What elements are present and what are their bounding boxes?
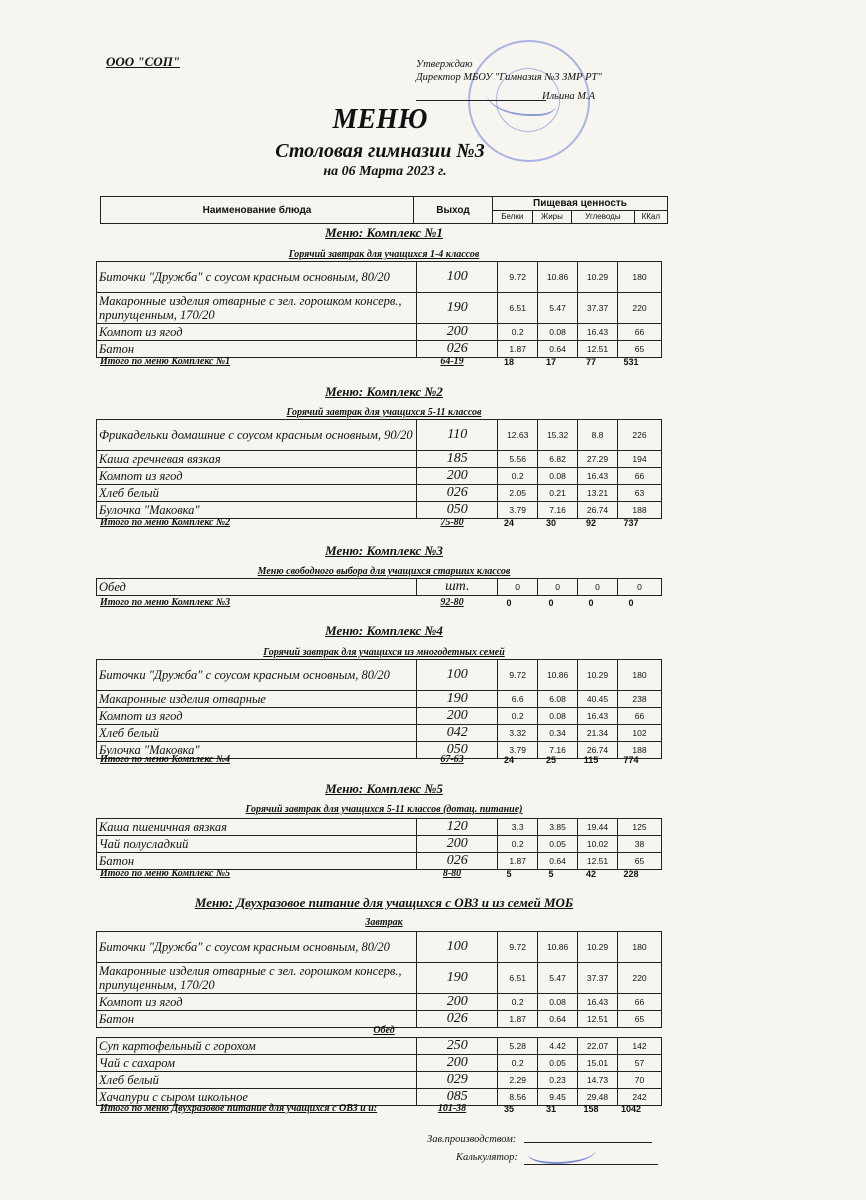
protein-value: 1.87 — [498, 341, 538, 358]
kcal-value: 180 — [617, 932, 661, 963]
fat-value: 6.82 — [538, 451, 578, 468]
section-subtitle: Горячий завтрак для учащихся 5-11 классов — [286, 407, 482, 418]
dish-name: Батон — [97, 1011, 417, 1028]
column-protein: Белки — [493, 210, 533, 224]
calculator-signature-line — [524, 1164, 658, 1165]
column-kcal: ККал — [634, 210, 667, 224]
table-row — [97, 660, 662, 691]
production-manager-label: Зав.производством: — [427, 1134, 517, 1145]
total-kcal: 531 — [623, 357, 639, 367]
calculator-label: Калькулятор: — [456, 1152, 518, 1163]
dish-name: Суп картофельный с горохом — [97, 1038, 417, 1055]
total-output: 101-38 — [437, 1103, 467, 1114]
dish-name: Макаронные изделия отварные с зел. горошком консерв., припущенным, 170/20 — [97, 963, 417, 994]
fat-value: 4.42 — [538, 1038, 578, 1055]
fat-value: 0 — [538, 579, 578, 596]
dish-name: Макаронные изделия отварные — [97, 691, 417, 708]
dish-name: Батон — [97, 341, 417, 358]
protein-value: 6.6 — [498, 691, 538, 708]
approve-word: Утверждаю — [416, 59, 473, 70]
carbs-value: 10.29 — [578, 262, 618, 293]
kcal-value: 220 — [617, 293, 661, 324]
fat-value: 0.08 — [538, 468, 578, 485]
dish-name: Чай полусладкий — [97, 836, 417, 853]
director-name: Ильина М.А — [542, 91, 596, 102]
total-fat: 5 — [548, 869, 554, 879]
kcal-value: 66 — [617, 708, 661, 725]
dish-output: 110 — [417, 420, 498, 451]
protein-value: 12.63 — [498, 420, 538, 451]
total-output: 67-63 — [440, 754, 464, 765]
column-carbs: Углеводы — [572, 210, 635, 224]
menu-table — [96, 419, 662, 519]
section-title: Меню: Комплекс №1 — [325, 225, 443, 240]
approve-position: Директор МБОУ "Гимназия №3 ЗМР РТ" — [416, 72, 602, 83]
dish-name: Хачапури с сыром школьное — [97, 1089, 417, 1106]
protein-value: 9.72 — [498, 660, 538, 691]
menu-table — [96, 659, 662, 759]
protein-value: 2.29 — [498, 1072, 538, 1089]
kcal-value: 220 — [617, 963, 661, 994]
total-protein: 5 — [506, 869, 512, 879]
dish-name: Компот из ягод — [97, 994, 417, 1011]
total-kcal: 228 — [623, 869, 639, 879]
kcal-value: 242 — [617, 1089, 661, 1106]
kcal-value: 125 — [617, 819, 661, 836]
total-label: Итого по меню Комплекс №5 — [100, 868, 231, 879]
table-row — [97, 451, 662, 468]
fat-value: 5.47 — [538, 293, 578, 324]
protein-value: 0 — [498, 579, 538, 596]
carbs-value: 16.43 — [578, 468, 618, 485]
total-label: Итого по меню Комплекс №3 — [100, 597, 231, 608]
dish-output: 100 — [417, 932, 498, 963]
section-title: Меню: Комплекс №4 — [325, 623, 443, 638]
carbs-value: 19.44 — [578, 819, 618, 836]
total-carbs: 42 — [585, 869, 596, 879]
total-protein: 18 — [503, 357, 514, 367]
table-row — [97, 293, 662, 324]
carbs-value: 12.51 — [578, 853, 618, 870]
fat-value: 10.86 — [538, 660, 578, 691]
kcal-value: 65 — [617, 341, 661, 358]
column-dish: Наименование блюда — [101, 197, 414, 224]
section-subtitle: Горячий завтрак для учащихся 5-11 классов (дотац. питание) — [245, 804, 523, 815]
table-row — [97, 691, 662, 708]
dish-name: Батон — [97, 853, 417, 870]
protein-value: 6.51 — [498, 963, 538, 994]
fat-value: 0.64 — [538, 853, 578, 870]
total-label: Итого по меню Комплекс №4 — [100, 754, 231, 765]
dish-output: 026 — [417, 341, 498, 358]
table-row — [97, 932, 662, 963]
carbs-value: 22.07 — [578, 1038, 618, 1055]
section-title: Меню: Комплекс №5 — [325, 781, 443, 796]
fat-value: 10.86 — [538, 932, 578, 963]
protein-value: 3.3 — [498, 819, 538, 836]
dish-output: 200 — [417, 994, 498, 1011]
total-carbs: 77 — [585, 357, 596, 367]
total-fat: 25 — [545, 755, 556, 765]
dish-name: Биточки "Дружба" с соусом красным основным, 80/20 — [97, 932, 417, 963]
kcal-value: 38 — [617, 836, 661, 853]
carbs-value: 40.45 — [578, 691, 618, 708]
table-row — [97, 963, 662, 994]
kcal-value: 188 — [617, 502, 661, 519]
fat-value: 5.47 — [538, 963, 578, 994]
fat-value: 9.45 — [538, 1089, 578, 1106]
kcal-value: 0 — [617, 579, 661, 596]
carbs-value: 12.51 — [578, 341, 618, 358]
table-row — [97, 341, 662, 358]
carbs-value: 14.73 — [578, 1072, 618, 1089]
menu-table — [96, 818, 662, 870]
fat-value: 0.64 — [538, 1011, 578, 1028]
kcal-value: 102 — [617, 725, 661, 742]
protein-value: 5.56 — [498, 451, 538, 468]
dish-output: 190 — [417, 691, 498, 708]
dish-name: Булочка "Маковка" — [97, 502, 417, 519]
calculator-signature — [528, 1140, 596, 1164]
kcal-value: 142 — [617, 1038, 661, 1055]
table-row — [97, 708, 662, 725]
total-kcal: 1042 — [620, 1104, 642, 1114]
total-kcal: 737 — [623, 518, 639, 528]
protein-value: 9.72 — [498, 262, 538, 293]
dish-output: 190 — [417, 963, 498, 994]
dish-output: 200 — [417, 468, 498, 485]
carbs-value: 12.51 — [578, 1011, 618, 1028]
kcal-value: 63 — [617, 485, 661, 502]
column-nutrition: Пищевая ценность — [493, 197, 668, 211]
kcal-value: 66 — [617, 468, 661, 485]
dish-output: 185 — [417, 451, 498, 468]
kcal-value: 65 — [617, 853, 661, 870]
dish-output: 026 — [417, 1011, 498, 1028]
dish-output: 026 — [417, 485, 498, 502]
protein-value: 0.2 — [498, 708, 538, 725]
table-row — [97, 1072, 662, 1089]
table-row — [97, 1055, 662, 1072]
carbs-value: 37.37 — [578, 293, 618, 324]
carbs-value: 0 — [578, 579, 618, 596]
carbs-value: 13.21 — [578, 485, 618, 502]
menu-date: на 06 Марта 2023 г. — [323, 164, 447, 179]
dish-name: Хлеб белый — [97, 485, 417, 502]
section-subtitle: Завтрак — [365, 917, 403, 928]
dish-output: 200 — [417, 708, 498, 725]
page-subtitle: Столовая гимназии №3 — [275, 140, 485, 162]
total-carbs: 0 — [588, 598, 594, 608]
protein-value: 1.87 — [498, 1011, 538, 1028]
total-protein: 35 — [503, 1104, 514, 1114]
kcal-value: 180 — [617, 262, 661, 293]
section-subtitle: Горячий завтрак для учащихся из многодетных семей — [263, 647, 505, 658]
section-subtitle: Горячий завтрак для учащихся 1-4 классов — [288, 249, 480, 260]
menu-table — [96, 931, 662, 1028]
section-title: Меню: Комплекс №3 — [325, 543, 443, 558]
carbs-value: 15.01 — [578, 1055, 618, 1072]
table-row — [97, 853, 662, 870]
column-fat: Жиры — [532, 210, 572, 224]
protein-value: 0.2 — [498, 468, 538, 485]
dish-name: Макаронные изделия отварные с зел. горошком консерв., припущенным, 170/20 — [97, 293, 417, 324]
table-row — [97, 1038, 662, 1055]
dish-name: Компот из ягод — [97, 324, 417, 341]
kcal-value: 226 — [617, 420, 661, 451]
carbs-value: 10.29 — [578, 932, 618, 963]
fat-value: 6.08 — [538, 691, 578, 708]
dish-output: 100 — [417, 660, 498, 691]
carbs-value: 26.74 — [578, 502, 618, 519]
protein-value: 2.05 — [498, 485, 538, 502]
kcal-value: 188 — [617, 742, 661, 759]
kcal-value: 66 — [617, 994, 661, 1011]
dish-output: 029 — [417, 1072, 498, 1089]
section-title: Меню: Двухразовое питание для учащихся с ОВЗ и из семей МОБ — [194, 895, 574, 910]
total-kcal: 0 — [628, 598, 634, 608]
carbs-value: 16.43 — [578, 708, 618, 725]
dish-output: 190 — [417, 293, 498, 324]
carbs-value: 21.34 — [578, 725, 618, 742]
menu-table — [96, 261, 662, 358]
protein-value: 0.2 — [498, 994, 538, 1011]
dish-output: 200 — [417, 1055, 498, 1072]
dish-name: Каша гречневая вязкая — [97, 451, 417, 468]
total-protein: 24 — [503, 755, 514, 765]
section-title: Меню: Комплекс №2 — [325, 384, 443, 399]
fat-value: 0.23 — [538, 1072, 578, 1089]
table-row — [97, 468, 662, 485]
carbs-value: 27.29 — [578, 451, 618, 468]
table-row — [97, 819, 662, 836]
menu-table — [96, 1037, 662, 1106]
protein-value: 3.79 — [498, 742, 538, 759]
total-output: 8-80 — [442, 868, 462, 879]
dish-name: Обед — [97, 579, 417, 596]
protein-value: 0.2 — [498, 324, 538, 341]
column-header-table — [100, 196, 668, 224]
fat-value: 0.05 — [538, 1055, 578, 1072]
carbs-value: 16.43 — [578, 994, 618, 1011]
table-row — [97, 579, 662, 596]
total-fat: 0 — [548, 598, 554, 608]
dish-name: Биточки "Дружба" с соусом красным основным, 80/20 — [97, 262, 417, 293]
table-row — [97, 324, 662, 341]
fat-value: 7.16 — [538, 502, 578, 519]
dish-output: 050 — [417, 742, 498, 759]
total-kcal: 774 — [623, 755, 639, 765]
dish-name: Хлеб белый — [97, 725, 417, 742]
fat-value: 0.05 — [538, 836, 578, 853]
dish-name: Булочка "Маковка" — [97, 742, 417, 759]
table-row — [97, 262, 662, 293]
dish-output: 050 — [417, 502, 498, 519]
total-label: Итого по меню Комплекс №1 — [100, 356, 231, 367]
protein-value: 9.72 — [498, 932, 538, 963]
dish-output: 200 — [417, 324, 498, 341]
protein-value: 0.2 — [498, 1055, 538, 1072]
total-protein: 24 — [503, 518, 514, 528]
dish-output: 085 — [417, 1089, 498, 1106]
signature-line — [416, 100, 546, 101]
kcal-value: 66 — [617, 324, 661, 341]
page-title: МЕНЮ — [332, 104, 428, 135]
total-fat: 17 — [545, 357, 556, 367]
dish-output: шт. — [417, 579, 498, 596]
dish-name: Чай с сахаром — [97, 1055, 417, 1072]
organization-name: ООО "СОП" — [106, 54, 181, 69]
carbs-value: 37.37 — [578, 963, 618, 994]
kcal-value: 65 — [617, 1011, 661, 1028]
total-fat: 31 — [545, 1104, 556, 1114]
carbs-value: 8.8 — [578, 420, 618, 451]
total-carbs: 92 — [585, 518, 596, 528]
column-output: Выход — [414, 197, 493, 224]
table-row — [97, 485, 662, 502]
protein-value: 1.87 — [498, 853, 538, 870]
fat-value: 0.34 — [538, 725, 578, 742]
fat-value: 0.08 — [538, 708, 578, 725]
approval-block — [416, 58, 602, 102]
table-row — [97, 420, 662, 451]
protein-value: 6.51 — [498, 293, 538, 324]
kcal-value: 70 — [617, 1072, 661, 1089]
kcal-value: 194 — [617, 451, 661, 468]
total-carbs: 115 — [583, 755, 599, 765]
protein-value: 3.79 — [498, 502, 538, 519]
dish-output: 120 — [417, 819, 498, 836]
total-output: 75-80 — [440, 517, 464, 528]
protein-value: 3.32 — [498, 725, 538, 742]
fat-value: 3.85 — [538, 819, 578, 836]
kcal-value: 57 — [617, 1055, 661, 1072]
fat-value: 7.16 — [538, 742, 578, 759]
fat-value: 0.08 — [538, 324, 578, 341]
total-label: Итого по меню Двухразовое питание для учащихся с ОВЗ и и: — [100, 1103, 378, 1114]
protein-value: 8.56 — [498, 1089, 538, 1106]
dish-output: 250 — [417, 1038, 498, 1055]
kcal-value: 180 — [617, 660, 661, 691]
total-fat: 30 — [545, 518, 556, 528]
dish-name: Компот из ягод — [97, 468, 417, 485]
carbs-value: 26.74 — [578, 742, 618, 759]
protein-value: 5.28 — [498, 1038, 538, 1055]
section-subtitle-lunch: Обед — [373, 1025, 395, 1036]
dish-name: Компот из ягод — [97, 708, 417, 725]
total-label: Итого по меню Комплекс №2 — [100, 517, 231, 528]
table-row — [97, 836, 662, 853]
dish-name: Биточки "Дружба" с соусом красным основным, 80/20 — [97, 660, 417, 691]
kcal-value: 238 — [617, 691, 661, 708]
total-carbs: 158 — [583, 1104, 599, 1114]
total-protein: 0 — [506, 598, 512, 608]
fat-value: 0.08 — [538, 994, 578, 1011]
table-row — [97, 994, 662, 1011]
total-output: 64-19 — [440, 356, 464, 367]
fat-value: 10.86 — [538, 262, 578, 293]
carbs-value: 29.48 — [578, 1089, 618, 1106]
table-row — [97, 725, 662, 742]
table-row — [97, 502, 662, 519]
protein-value: 0.2 — [498, 836, 538, 853]
dish-name: Фрикадельки домашние с соусом красным основным, 90/20 — [97, 420, 417, 451]
fat-value: 0.64 — [538, 341, 578, 358]
dish-output: 200 — [417, 836, 498, 853]
total-output: 92-80 — [440, 597, 464, 608]
carbs-value: 16.43 — [578, 324, 618, 341]
fat-value: 0.21 — [538, 485, 578, 502]
menu-table — [96, 578, 662, 596]
carbs-value: 10.02 — [578, 836, 618, 853]
dish-output: 026 — [417, 853, 498, 870]
dish-output: 100 — [417, 262, 498, 293]
fat-value: 15.32 — [538, 420, 578, 451]
dish-name: Каша пшеничная вязкая — [97, 819, 417, 836]
dish-output: 042 — [417, 725, 498, 742]
section-subtitle: Меню свободного выбора для учащихся старших классов — [257, 566, 511, 577]
carbs-value: 10.29 — [578, 660, 618, 691]
dish-name: Хлеб белый — [97, 1072, 417, 1089]
